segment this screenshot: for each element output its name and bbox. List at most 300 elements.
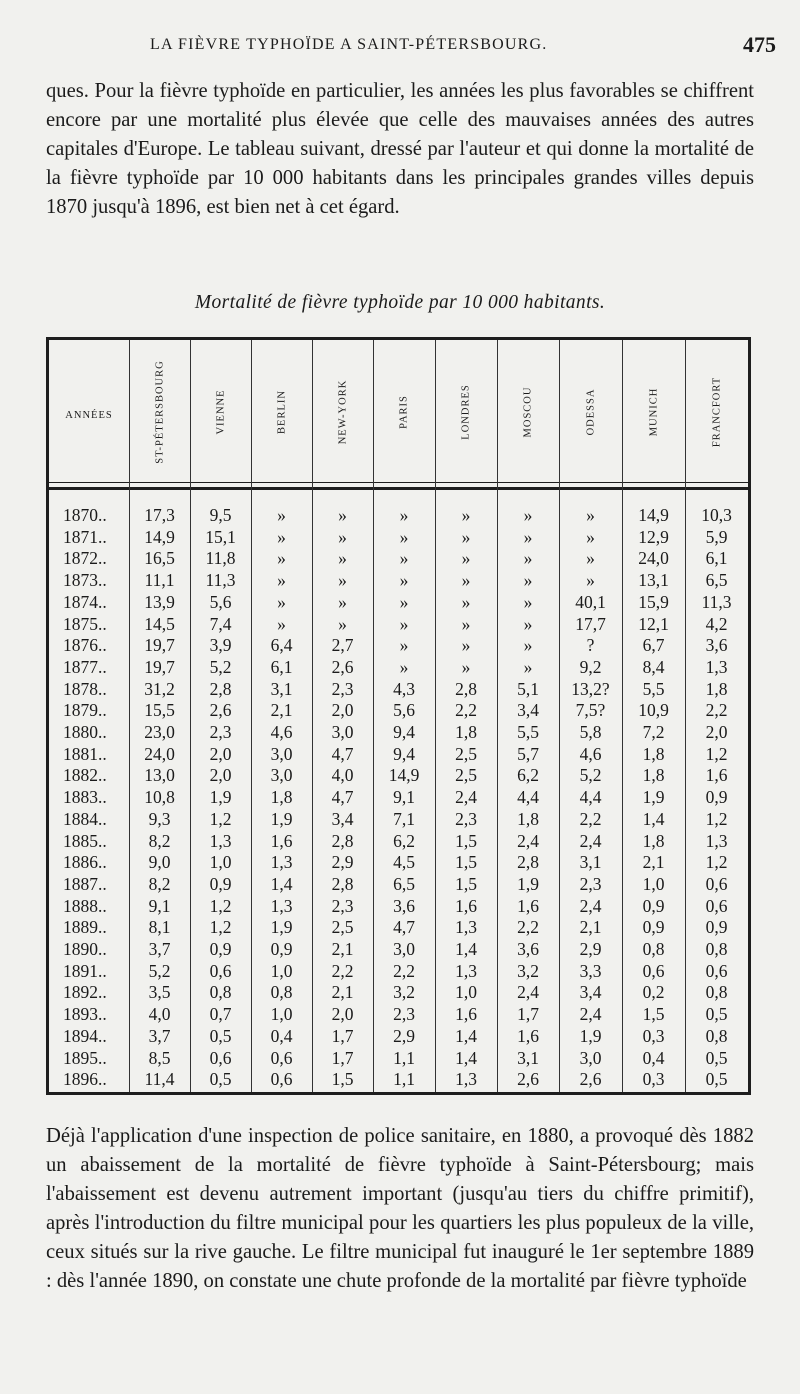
value-cell: 4,4 bbox=[517, 787, 539, 808]
value-cell: 0,5 bbox=[705, 1004, 728, 1025]
value-cell: » bbox=[461, 613, 471, 634]
value-cell: 2,6 bbox=[517, 1069, 539, 1090]
value-cell: 3,4 bbox=[331, 808, 354, 829]
value-cell: 1,9 bbox=[642, 787, 665, 808]
value-cell: 1,3 bbox=[270, 852, 293, 873]
value-cell: » bbox=[277, 548, 286, 569]
value-cell: 2,8 bbox=[331, 873, 354, 894]
value-cell: » bbox=[586, 505, 595, 525]
value-cell: 2,2 bbox=[455, 700, 477, 721]
table-row bbox=[49, 917, 748, 939]
value-cell: 9,4 bbox=[393, 743, 415, 764]
value-cell: 6,5 bbox=[705, 570, 728, 591]
year-cell: 1894.. bbox=[63, 1025, 107, 1046]
value-cell: 2,3 bbox=[209, 722, 232, 742]
value-cell: 2,8 bbox=[455, 678, 477, 699]
table-row bbox=[49, 635, 748, 657]
column-header-label: VIENNE bbox=[215, 389, 226, 435]
year-cell: 1886.. bbox=[63, 852, 107, 873]
value-cell: 0,8 bbox=[705, 1025, 728, 1046]
value-cell: 7,4 bbox=[209, 613, 232, 634]
value-cell: » bbox=[399, 635, 409, 656]
year-cell: 1884.. bbox=[63, 808, 107, 829]
value-cell: 1,6 bbox=[270, 830, 293, 851]
year-cell: 1887.. bbox=[63, 873, 107, 894]
value-cell: 1,4 bbox=[270, 873, 293, 894]
value-cell: 6,1 bbox=[705, 548, 728, 569]
value-cell: 2,4 bbox=[579, 895, 602, 916]
year-cell: 1895.. bbox=[63, 1047, 107, 1068]
value-cell: 4,4 bbox=[579, 787, 602, 808]
value-cell: 3,1 bbox=[270, 678, 293, 699]
mortality-table bbox=[46, 337, 751, 1095]
value-cell: 1,3 bbox=[705, 656, 728, 677]
value-cell: 0,8 bbox=[642, 939, 665, 959]
year-cell: 1882.. bbox=[63, 765, 107, 786]
value-cell: 5,2 bbox=[209, 656, 232, 677]
table-row bbox=[49, 765, 748, 787]
year-cell: 1874.. bbox=[63, 591, 107, 612]
value-cell: 1,1 bbox=[393, 1069, 415, 1090]
value-cell: 17,3 bbox=[144, 505, 175, 525]
column-header bbox=[685, 344, 748, 480]
value-cell: 3,0 bbox=[393, 939, 415, 959]
value-cell: 2,0 bbox=[331, 1004, 354, 1025]
value-cell: 2,1 bbox=[642, 852, 665, 873]
value-cell: 10,9 bbox=[638, 700, 669, 721]
value-cell: 2,9 bbox=[579, 939, 602, 959]
value-cell: 0,6 bbox=[270, 1047, 293, 1068]
column-header-label: MUNICH bbox=[648, 387, 659, 437]
value-cell: 3,6 bbox=[517, 939, 539, 959]
value-cell: » bbox=[277, 591, 286, 612]
value-cell: 1,1 bbox=[393, 1047, 415, 1068]
value-cell: 0,8 bbox=[270, 982, 293, 1003]
value-cell: 3,6 bbox=[705, 635, 728, 656]
value-cell: 4,6 bbox=[579, 743, 602, 764]
value-cell: » bbox=[338, 613, 347, 634]
value-cell: 1,3 bbox=[455, 960, 477, 981]
value-cell: 2,8 bbox=[209, 678, 232, 699]
value-cell: 8,2 bbox=[148, 873, 171, 894]
value-cell: 1,2 bbox=[209, 895, 232, 916]
table-row bbox=[49, 1048, 748, 1070]
value-cell: 15,1 bbox=[205, 526, 236, 547]
value-cell: 1,3 bbox=[270, 895, 293, 916]
value-cell: 0,8 bbox=[209, 982, 232, 1003]
value-cell: 13,2? bbox=[571, 678, 610, 699]
table-row bbox=[49, 831, 748, 853]
value-cell: 5,2 bbox=[148, 960, 171, 981]
value-cell: 4,7 bbox=[331, 787, 354, 808]
value-cell: 9,0 bbox=[148, 852, 171, 873]
value-cell: 6,2 bbox=[393, 830, 415, 851]
value-cell: 2,3 bbox=[455, 808, 477, 829]
value-cell: 0,2 bbox=[642, 982, 665, 1003]
column-header-label: BERLIN bbox=[276, 390, 287, 434]
table-row bbox=[49, 852, 748, 874]
year-cell: 1877.. bbox=[63, 656, 107, 677]
value-cell: 1,3 bbox=[209, 830, 232, 851]
value-cell: 1,0 bbox=[270, 1004, 293, 1025]
value-cell: 11,4 bbox=[144, 1069, 175, 1090]
value-cell: 2,4 bbox=[455, 787, 477, 808]
column-header bbox=[373, 344, 435, 480]
value-cell: » bbox=[523, 505, 533, 525]
value-cell: 7,5? bbox=[575, 700, 606, 721]
year-cell: 1873.. bbox=[63, 570, 107, 591]
value-cell: 0,6 bbox=[705, 960, 728, 981]
table-row bbox=[49, 896, 748, 918]
value-cell: 0,3 bbox=[642, 1025, 665, 1046]
value-cell: 0,6 bbox=[209, 960, 232, 981]
value-cell: 1,4 bbox=[642, 808, 665, 829]
table-caption: Mortalité de fièvre typhoïde par 10 000 habitants. bbox=[194, 292, 606, 313]
table-row bbox=[49, 679, 748, 701]
value-cell: 1,2 bbox=[705, 808, 728, 829]
value-cell: 2,2 bbox=[705, 700, 728, 721]
table-row bbox=[49, 722, 748, 744]
year-cell: 1875.. bbox=[63, 613, 107, 634]
value-cell: » bbox=[586, 526, 595, 547]
value-cell: 0,9 bbox=[705, 787, 728, 808]
value-cell: » bbox=[399, 505, 409, 525]
value-cell: » bbox=[523, 635, 533, 656]
value-cell: 0,5 bbox=[705, 1069, 728, 1090]
value-cell: » bbox=[523, 548, 533, 569]
header-rule-thin bbox=[49, 482, 748, 483]
value-cell: 1,0 bbox=[455, 982, 477, 1003]
value-cell: 2,8 bbox=[517, 852, 539, 873]
value-cell: 5,7 bbox=[517, 743, 539, 764]
value-cell: 1,2 bbox=[705, 743, 728, 764]
value-cell: 1,9 bbox=[270, 808, 293, 829]
value-cell: » bbox=[586, 548, 595, 569]
column-header-label: PARIS bbox=[398, 395, 410, 429]
value-cell: 9,5 bbox=[209, 505, 232, 525]
column-header-label: ST-PÉTERSBOURG bbox=[154, 360, 165, 464]
value-cell: 0,9 bbox=[642, 917, 665, 938]
value-cell: 3,2 bbox=[393, 982, 415, 1003]
value-cell: 2,5 bbox=[331, 917, 354, 938]
value-cell: » bbox=[399, 656, 409, 677]
value-cell: 3,7 bbox=[148, 939, 171, 959]
value-cell: » bbox=[461, 526, 471, 547]
value-cell: 1,9 bbox=[270, 917, 293, 938]
value-cell: 2,0 bbox=[209, 765, 232, 786]
column-header bbox=[190, 344, 251, 480]
year-cell: 1872.. bbox=[63, 548, 107, 569]
value-cell: 1,6 bbox=[455, 1004, 477, 1025]
year-cell: 1892.. bbox=[63, 982, 107, 1003]
year-cell: 1871.. bbox=[63, 526, 107, 547]
value-cell: 2,4 bbox=[517, 982, 539, 1003]
value-cell: 14,9 bbox=[144, 526, 175, 547]
value-cell: 1,9 bbox=[517, 873, 539, 894]
value-cell: 8,4 bbox=[642, 656, 665, 677]
value-cell: » bbox=[338, 591, 347, 612]
value-cell: 1,6 bbox=[705, 765, 728, 786]
value-cell: 2,0 bbox=[331, 700, 354, 721]
value-cell: 2,5 bbox=[455, 743, 477, 764]
value-cell: 3,2 bbox=[517, 960, 539, 981]
value-cell: 0,6 bbox=[705, 895, 728, 916]
column-header bbox=[559, 344, 622, 480]
table-row bbox=[49, 939, 748, 961]
column-header-label: ODESSA bbox=[585, 388, 596, 436]
value-cell: » bbox=[461, 548, 471, 569]
value-cell: 1,8 bbox=[642, 765, 665, 786]
value-cell: 0,5 bbox=[705, 1047, 728, 1068]
value-cell: 1,8 bbox=[517, 808, 539, 829]
value-cell: 1,2 bbox=[209, 808, 232, 829]
table-row bbox=[49, 700, 748, 722]
table-row bbox=[49, 1004, 748, 1026]
year-cell: 1878.. bbox=[63, 678, 107, 699]
column-header-label: MOSCOU bbox=[522, 386, 534, 438]
value-cell: 1,6 bbox=[517, 1025, 539, 1046]
year-cell: 1893.. bbox=[63, 1004, 107, 1025]
value-cell: » bbox=[523, 526, 533, 547]
value-cell: 9,3 bbox=[148, 808, 171, 829]
value-cell: 3,4 bbox=[517, 700, 539, 721]
value-cell: 12,1 bbox=[638, 613, 669, 634]
value-cell: 1,2 bbox=[705, 852, 728, 873]
value-cell: 0,8 bbox=[705, 982, 728, 1003]
value-cell: 3,0 bbox=[331, 722, 354, 742]
value-cell: 0,4 bbox=[270, 1025, 293, 1046]
value-cell: 13,1 bbox=[638, 570, 669, 591]
value-cell: 3,9 bbox=[209, 635, 232, 656]
value-cell: 0,6 bbox=[270, 1069, 293, 1090]
value-cell: 1,4 bbox=[455, 1025, 477, 1046]
year-cell: 1876.. bbox=[63, 635, 107, 656]
value-cell: 11,3 bbox=[205, 570, 236, 591]
value-cell: 40,1 bbox=[575, 591, 606, 612]
table-row bbox=[49, 809, 748, 831]
value-cell: » bbox=[338, 548, 347, 569]
value-cell: 9,2 bbox=[579, 656, 602, 677]
value-cell: 5,5 bbox=[642, 678, 665, 699]
value-cell: 0,6 bbox=[209, 1047, 232, 1068]
value-cell: 5,2 bbox=[579, 765, 602, 786]
year-cell: 1880.. bbox=[63, 722, 107, 742]
value-cell: 5,5 bbox=[517, 722, 539, 742]
intro-text: ques. Pour la fièvre typhoïde en particulier, les années les plus favorables se chiffrent encore par une mortalité plus élevée que celle des mauvaises années des autres capitales d'Europe. Le tableau suivant, dressé par l'auteur et qui donne la mortalité de la fièvre typhoïde par 10 000 habitants dans les principales grandes villes depuis 1870 jusqu'à 1896, est bien net à cet égard. bbox=[46, 80, 754, 219]
value-cell: 2,7 bbox=[331, 635, 354, 656]
value-cell: 4,7 bbox=[393, 917, 415, 938]
value-cell: 9,1 bbox=[148, 895, 171, 916]
column-header bbox=[497, 344, 559, 480]
value-cell: 2,0 bbox=[209, 743, 232, 764]
value-cell: 6,1 bbox=[270, 656, 293, 677]
value-cell: 5,1 bbox=[517, 678, 539, 699]
running-head bbox=[150, 32, 790, 66]
value-cell: » bbox=[586, 570, 595, 591]
value-cell: » bbox=[399, 526, 409, 547]
value-cell: ? bbox=[586, 635, 595, 656]
value-cell: » bbox=[338, 526, 347, 547]
value-cell: 1,8 bbox=[642, 830, 665, 851]
value-cell: 31,2 bbox=[144, 678, 175, 699]
value-cell: 0,3 bbox=[642, 1069, 665, 1090]
value-cell: 2,1 bbox=[331, 982, 354, 1003]
value-cell: 1,8 bbox=[705, 678, 728, 699]
value-cell: 3,0 bbox=[270, 765, 293, 786]
column-header bbox=[251, 344, 312, 480]
value-cell: 2,5 bbox=[455, 765, 477, 786]
intro-paragraph bbox=[46, 77, 754, 222]
value-cell: 1,5 bbox=[455, 830, 477, 851]
value-cell: 5,6 bbox=[209, 591, 232, 612]
running-head-title: LA FIÈVRE TYPHOÏDE A SAINT-PÉTERSBOURG. bbox=[150, 36, 548, 53]
value-cell: » bbox=[399, 548, 409, 569]
value-cell: 4,6 bbox=[270, 722, 293, 742]
value-cell: 1,7 bbox=[331, 1025, 354, 1046]
column-header bbox=[435, 344, 497, 480]
value-cell: 0,8 bbox=[705, 939, 728, 959]
value-cell: 2,2 bbox=[517, 917, 539, 938]
value-cell: 11,1 bbox=[144, 570, 175, 591]
table-row bbox=[49, 614, 748, 636]
value-cell: 3,1 bbox=[579, 852, 602, 873]
value-cell: 2,2 bbox=[393, 960, 415, 981]
value-cell: 24,0 bbox=[144, 743, 175, 764]
value-cell: 1,4 bbox=[455, 939, 477, 959]
outro-paragraph bbox=[46, 1122, 754, 1297]
table-row bbox=[49, 527, 748, 549]
value-cell: 3,5 bbox=[148, 982, 171, 1003]
value-cell: 0,9 bbox=[705, 917, 728, 938]
value-cell: 5,8 bbox=[579, 722, 602, 742]
value-cell: 9,1 bbox=[393, 787, 415, 808]
value-cell: 2,3 bbox=[579, 873, 602, 894]
value-cell: 7,2 bbox=[642, 722, 665, 742]
value-cell: » bbox=[523, 591, 533, 612]
value-cell: » bbox=[461, 591, 471, 612]
table-row bbox=[49, 1026, 748, 1048]
year-cell: 1881.. bbox=[63, 743, 107, 764]
value-cell: 0,6 bbox=[705, 873, 728, 894]
value-cell: 1,6 bbox=[455, 895, 477, 916]
value-cell: 1,7 bbox=[517, 1004, 539, 1025]
value-cell: » bbox=[399, 591, 409, 612]
year-cell: 1885.. bbox=[63, 830, 107, 851]
year-cell: 1883.. bbox=[63, 787, 107, 808]
value-cell: » bbox=[461, 635, 471, 656]
value-cell: » bbox=[523, 570, 533, 591]
value-cell: 5,9 bbox=[705, 526, 728, 547]
value-cell: 1,0 bbox=[270, 960, 293, 981]
value-cell: 2,4 bbox=[579, 830, 602, 851]
value-cell: 2,3 bbox=[331, 678, 354, 699]
value-cell: 1,0 bbox=[642, 873, 665, 894]
value-cell: 1,3 bbox=[455, 1069, 477, 1090]
column-header bbox=[622, 344, 685, 480]
value-cell: 2,1 bbox=[270, 700, 293, 721]
value-cell: 6,4 bbox=[270, 635, 293, 656]
value-cell: 4,3 bbox=[393, 678, 415, 699]
value-cell: 1,8 bbox=[642, 743, 665, 764]
value-cell: 15,9 bbox=[638, 591, 669, 612]
value-cell: 1,5 bbox=[455, 873, 477, 894]
year-cell: 1889.. bbox=[63, 917, 107, 938]
value-cell: 11,3 bbox=[701, 591, 732, 612]
value-cell: 14,9 bbox=[638, 505, 669, 525]
value-cell: 1,9 bbox=[579, 1025, 602, 1046]
value-cell: 14,5 bbox=[144, 613, 175, 634]
year-cell: 1879.. bbox=[63, 700, 107, 721]
value-cell: 2,3 bbox=[331, 895, 354, 916]
column-header-label: NEW-YORK bbox=[337, 379, 348, 445]
value-cell: 3,4 bbox=[579, 982, 602, 1003]
value-cell: 1,8 bbox=[270, 787, 293, 808]
value-cell: » bbox=[277, 505, 286, 525]
value-cell: 4,7 bbox=[331, 743, 354, 764]
value-cell: 0,9 bbox=[270, 939, 293, 959]
value-cell: 3,0 bbox=[579, 1047, 602, 1068]
value-cell: 7,1 bbox=[393, 808, 415, 829]
value-cell: 0,5 bbox=[209, 1069, 232, 1090]
value-cell: 10,8 bbox=[144, 787, 175, 808]
value-cell: 4,2 bbox=[705, 613, 728, 634]
value-cell: 1,5 bbox=[642, 1004, 665, 1025]
value-cell: 2,2 bbox=[331, 960, 354, 981]
table-row bbox=[49, 505, 748, 527]
column-header bbox=[312, 344, 373, 480]
value-cell: » bbox=[461, 656, 471, 677]
value-cell: » bbox=[277, 526, 286, 547]
column-header bbox=[49, 344, 129, 480]
value-cell: » bbox=[399, 570, 409, 591]
value-cell: 1,5 bbox=[455, 852, 477, 873]
value-cell: 2,9 bbox=[331, 852, 354, 873]
value-cell: 2,6 bbox=[209, 700, 232, 721]
value-cell: 15,5 bbox=[144, 700, 175, 721]
value-cell: 6,5 bbox=[393, 873, 415, 894]
value-cell: 1,5 bbox=[331, 1069, 354, 1090]
value-cell: » bbox=[523, 613, 533, 634]
value-cell: 2,1 bbox=[579, 917, 602, 938]
table-row bbox=[49, 874, 748, 896]
value-cell: 6,2 bbox=[517, 765, 539, 786]
table-row bbox=[49, 787, 748, 809]
year-cell: 1891.. bbox=[63, 960, 107, 981]
value-cell: 5,6 bbox=[393, 700, 415, 721]
value-cell: 9,4 bbox=[393, 722, 415, 742]
value-cell: 0,6 bbox=[642, 960, 665, 981]
value-cell: 1,8 bbox=[455, 722, 477, 742]
column-header-label: ANNÉES bbox=[65, 410, 113, 421]
value-cell: 11,8 bbox=[205, 548, 236, 569]
column-header bbox=[129, 344, 190, 480]
value-cell: 2,8 bbox=[331, 830, 354, 851]
value-cell: 10,3 bbox=[701, 505, 732, 525]
value-cell: 0,7 bbox=[209, 1004, 232, 1025]
value-cell: » bbox=[338, 505, 347, 525]
value-cell: 2,6 bbox=[579, 1069, 602, 1090]
value-cell: 3,1 bbox=[517, 1047, 539, 1068]
year-cell: 1896.. bbox=[63, 1069, 107, 1090]
value-cell: 2,4 bbox=[579, 1004, 602, 1025]
page-number: 475 bbox=[743, 32, 776, 57]
value-cell: » bbox=[338, 570, 347, 591]
table-row bbox=[49, 1069, 748, 1091]
column-header-label: LONDRES bbox=[460, 384, 472, 440]
value-cell: » bbox=[523, 656, 533, 677]
value-cell: 2,6 bbox=[331, 656, 354, 677]
value-cell: 1,3 bbox=[705, 830, 728, 851]
